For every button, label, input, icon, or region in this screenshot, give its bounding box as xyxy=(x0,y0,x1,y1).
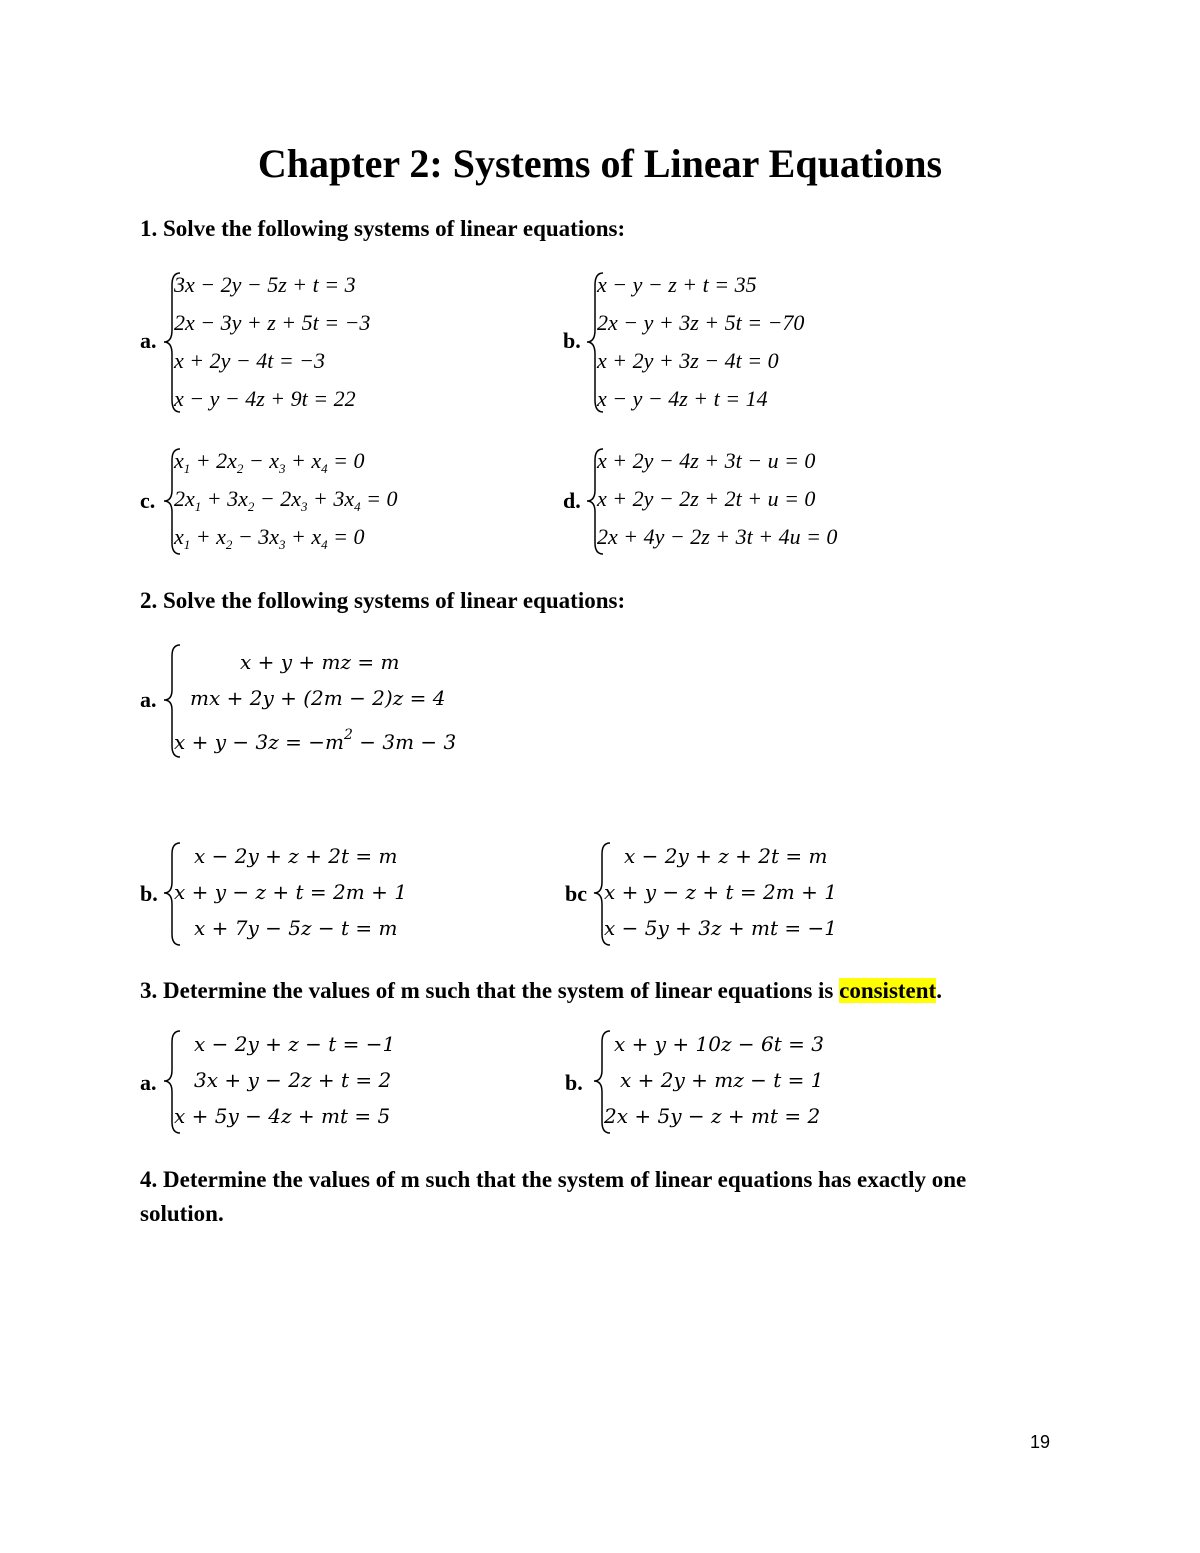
equation: x − 2y + z + 2t = m xyxy=(624,844,828,868)
question-4 xyxy=(140,1163,966,1231)
label-1c: c. xyxy=(140,488,156,513)
equation: x + y + mz = m xyxy=(240,650,400,674)
equation: 3x − 2y − 5z + t = 3 xyxy=(174,272,356,297)
equation: x − y − 4z + 9t = 22 xyxy=(174,386,356,411)
equation: x + 2y − 2z + 2t + u = 0 xyxy=(597,486,816,511)
equation: x + 5y − 4z + mt = 5 xyxy=(174,1104,391,1128)
question-3-text: 3. Determine the values of m such that the system of linear equations is xyxy=(140,978,840,1003)
label-1d: d. xyxy=(563,488,581,513)
equation: x + y + 10z − 6t = 3 xyxy=(614,1032,824,1056)
question-2: 2. Solve the following systems of linear equations: xyxy=(140,588,626,613)
equation: $x + y - 3z = -m^2 - 3m - 3$ xyxy=(174,727,457,754)
equation: x + 2y − 4z + 3t − u = 0 xyxy=(597,448,816,473)
question-3 xyxy=(140,974,942,1008)
page-number: 19 xyxy=(1030,1432,1051,1452)
equation: x − y − z + t = 35 xyxy=(597,272,757,297)
equation: x + 2y − 4t = −3 xyxy=(174,348,326,373)
page-title: Chapter 2: Systems of Linear Equations xyxy=(257,141,943,186)
label-1a: a. xyxy=(140,328,157,353)
label-2b: b. xyxy=(140,881,158,906)
equation: $x_1 + 2x_2 - x_3 + x_4 = 0$ xyxy=(174,448,365,476)
label-2bc: bc xyxy=(565,881,587,906)
equation: $2x_1 + 3x_2 - 2x_3 + 3x_4 = 0$ xyxy=(174,486,398,514)
equation: x + 7y − 5z − t = m xyxy=(194,916,398,940)
question-1: 1. Solve the following systems of linear equations: xyxy=(140,216,626,241)
question-3-end: . xyxy=(936,978,942,1003)
highlighted-word: consistent xyxy=(839,978,937,1003)
question-4-line-1: 4. Determine the values of m such that the system of linear equations has exactly one xyxy=(140,1167,967,1192)
label-3a: a. xyxy=(140,1070,157,1095)
question-4-line-2: solution. xyxy=(140,1201,224,1226)
equation: 2x − y + 3z + 5t = −70 xyxy=(597,310,805,335)
equation: x + 2y + mz − t = 1 xyxy=(620,1068,824,1092)
equation: x + 2y + 3z − 4t = 0 xyxy=(597,348,779,373)
equation: x − y − 4z + t = 14 xyxy=(597,386,768,411)
equation: mx + 2y + (2m − 2)z = 4 xyxy=(190,686,446,710)
equation: x + y − z + t = 2m + 1 xyxy=(604,880,837,904)
equation: 2x + 5y − z + mt = 2 xyxy=(604,1104,821,1128)
equation: 2x − 3y + z + 5t = −3 xyxy=(174,310,371,335)
label-1b: b. xyxy=(563,328,581,353)
equation: $x_1 + x_2 - 3x_3 + x_4 = 0$ xyxy=(174,524,365,552)
label-2a: a. xyxy=(140,687,157,712)
equation: x − 2y + z − t = −1 xyxy=(194,1032,396,1056)
equation: x − 2y + z + 2t = m xyxy=(194,844,398,868)
equation: x − 5y + 3z + mt = −1 xyxy=(604,916,837,940)
equation: x + y − z + t = 2m + 1 xyxy=(174,880,407,904)
label-3b: b. xyxy=(565,1070,583,1095)
equation: 2x + 4y − 2z + 3t + 4u = 0 xyxy=(597,524,838,549)
equation: 3x + y − 2z + t = 2 xyxy=(194,1068,392,1092)
